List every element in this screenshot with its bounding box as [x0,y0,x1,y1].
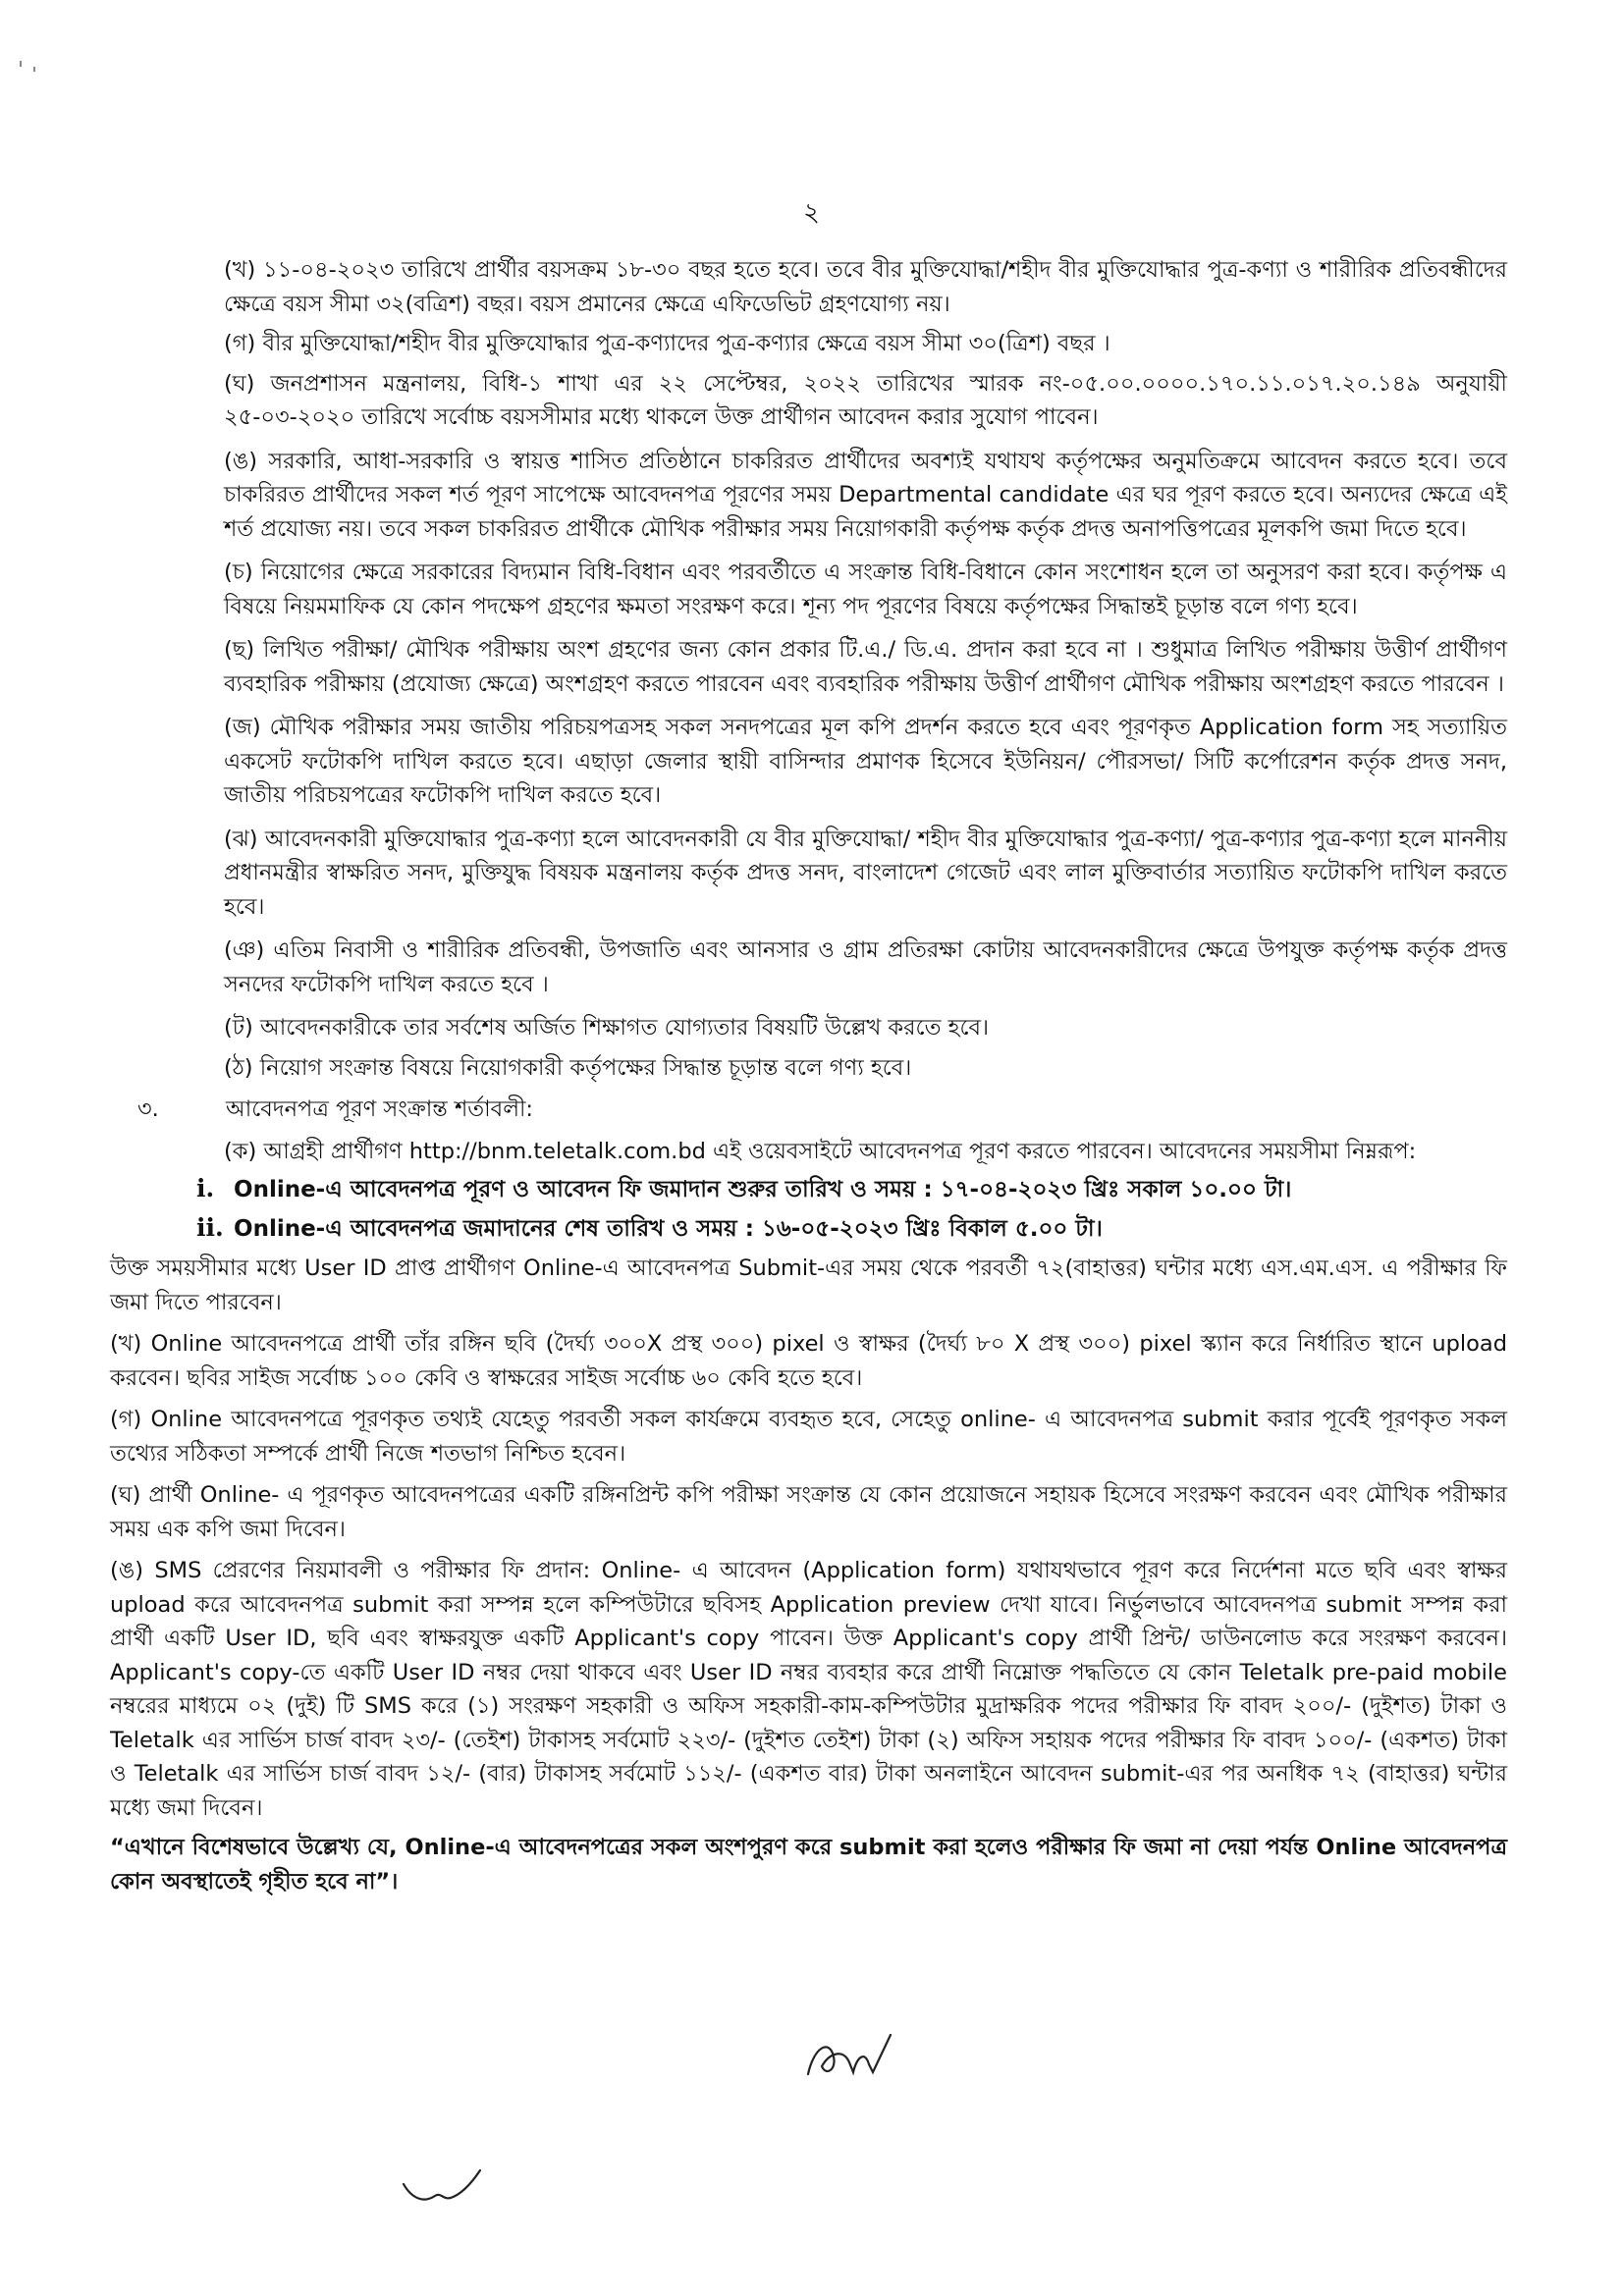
date-text: Online-এ আবেদনপত্র পূরণ ও আবেদন ফি জমাদান শুরুর তারিখ ও সময় : ১৭-০৪-২০২৩ খ্রিঃ সকাল ১০.০০ টা। [234,1177,1292,1202]
section-3-item-ga: (গ) Online আবেদনপত্রে পূরণকৃত তথ্যই যেহেতু পরবর্তী সকল কার্যক্রমে ব্যবহৃত হবে, সেহেতু online- এ আবেদনপত্র submit করার পূর্বেই পূরণকৃত সকল তথ্যের সঠিকতা সম্পর্কে প্রার্থী নিজে শতভাগ নিশ্চিত হবেন। [110,1407,1507,1467]
clause-uma: (ঙ) সরকারি, আধা-সরকারি ও স্বায়ত্ত শাসিত প্রতিষ্ঠানে চাকরিরত প্রার্থীদের অবশ্যই যথাযথ কর্তৃপক্ষের অনুমতিক্রমে আবেদন করতে হবে। তবে চাকরিরত প্রার্থীদের সকল শর্ত পূরণ সাপেক্ষে আবেদনপত্র পূরণের সময় Departmental candidate এর ঘর পূরণ করতে হবে। অন্যদের ক্ষেত্রে এই শর্ত প্রযোজ্য নয়। তবে সকল চাকরিরত প্রার্থীকে মৌখিক পরীক্ষার সময় নিয়োগকারী কর্তৃপক্ষ কর্তৃক প্রদত্ত অনাপত্তিপত্রের মূলকপি জমা দিতে হবে। [224,448,1507,542]
clause-ja: (জ) মৌখিক পরীক্ষার সময় জাতীয় পরিচয়পত্রসহ সকল সনদপত্রের মূল কপি প্রদর্শন করতে হবে এবং পূরণকৃত Application form সহ সত্যায়িত একসেট ফটোকপি দাখিল করতে হবে। এছাড়া জেলার স্থায়ী বাসিন্দার প্রমাণক হিসেবে ইউনিয়ন/ পৌরসভা/ সিটি কর্পোরেশন কর্তৃক প্রদত্ত সনদ, জাতীয় পরিচয়পত্রের ফটোকপি দাখিল করতে হবে। [224,715,1507,808]
date-text: Online-এ আবেদনপত্র জমাদানের শেষ তারিখ ও সময় : ১৬-০৫-২০২৩ খ্রিঃ বিকাল ৫.০০ টা। [234,1215,1103,1242]
special-notice: “এখানে বিশেষভাবে উল্লেখ্য যে, Online-এ আবেদনপত্রের সকল অংশপুরণ করে submit করা হলেও পরীক্ষার ফি জমা না দেয়া পর্যন্ত Online আবেদনপত্র কোন অবস্থাতেই গৃহীত হবে না”। [110,1835,1507,1895]
clause-gha: (ঘ) জনপ্রশাসন মন্ত্রনালয়, বিধি-১ শাখা এর ২২ সেপ্টেম্বর, ২০২২ তারিখের স্মারক নং-০৫.০০.০০০০.১৭০.১১.০১৭.২০.১৪৯ অনুযায়ী ২৫-০৩-২০২০ তারিখে সর্বোচ্চ বয়সসীমার মধ্যে থাকলে উক্ত প্রার্থীগন আবেদন করার সুযোগ পাবেন। [224,370,1507,430]
section-3-intro: (ক) আগ্রহী প্রার্থীগণ http://bnm.teletalk.com.bd এই ওয়েবসাইটে আবেদনপত্র পূরণ করতে পারবেন। আবেদনের সময়সীমা নিম্নরূপ: [224,1138,1417,1164]
clause-yna: (ঞ) এতিম নিবাসী ও শারীরিক প্রতিবন্ধী, উপজাতি এবং আনসার ও গ্রাম প্রতিরক্ষা কোটায় আবেদনকারীদের ক্ষেত্রে উপযুক্ত কর্তৃপক্ষ কর্তৃক প্রদত্ত সনদের ফটোকপি দাখিল করতে হবে । [224,937,1507,997]
section-3-item-kha: (খ) Online আবেদনপত্রে প্রার্থী তাঁর রঙ্গিন ছবি (দৈর্ঘ্য ৩০০X প্রস্থ ৩০০) pixel ও স্বাক্ষর (দৈর্ঘ্য ৮০ X প্রস্থ ৩০০) pixel স্ক্যান করে নির্ধারিত স্থানে upload করবেন। ছবির সাইজ সর্বোচ্চ ১০০ কেবি ও স্বাক্ষরের সাইজ সর্বোচ্চ ৬০ কেবি হতে হবে। [110,1331,1507,1391]
section-3-heading [137,1093,1507,1127]
section-number: ৩. [137,1096,159,1122]
document-body [110,253,1507,1921]
page-number: ২ [803,198,820,228]
initials-mark [398,2164,486,2214]
date-roman: i. [196,1174,215,1202]
section-3-item-uma: (ঙ) SMS প্রেরণের নিয়মাবলী ও পরীক্ষার ফি প্রদান: Online- এ আবেদন (Application form) যথাযথভাবে পূরণ করে নির্দেশনা মতে ছবি এবং স্বাক্ষর upload করে আবেদনপত্র submit করা সম্পন্ন হলে কম্পিউটারে ছবিসহ Application preview দেখা যাবে। নির্ভুলভাবে আবেদনপত্র submit সম্পন্ন করা প্রার্থী একটি User ID, ছবি এবং স্বাক্ষরযুক্ত একটি Applicant's copy পাবেন। উক্ত Applicant's copy প্রার্থী প্রিন্ট/ ডাউনলোড করে সংরক্ষণ করবেন। Applicant's copy-তে একটি User ID নম্বর দেয়া থাকবে এবং User ID নম্বর ব্যবহার করে প্রার্থী নিম্নোক্ত পদ্ধতিতে যে কোন Teletalk pre-paid mobile নম্বরের মাধ্যমে ০২ (দুই) টি SMS করে (১) সংরক্ষণ সহকারী ও অফিস সহকারী-কাম-কম্পিউটার মুদ্রাক্ষরিক পদের পরীক্ষার ফি বাবদ ২০০/- (দুইশত) টাকা ও Teletalk এর সার্ভিস চার্জ বাবদ ২৩/- (তেইশ) টাকাসহ সর্বমোট ২২৩/- (দুইশত তেইশ) টাকা (২) অফিস সহায়ক পদের পরীক্ষার ফি বাবদ ১০০/- (একশত) টাকা ও Teletalk এর সার্ভিস চার্জ বাবদ ১২/- (বার) টাকাসহ সর্বমোট ১১২/- (একশত বার) টাকা অনলাইনে আবেদন submit-এর পর অনধিক ৭২ (বাহাত্তর) ঘন্টার মধ্যে জমা দিবেন। [110,1558,1507,1821]
clause-ta: (ট) আবেদনকারীকে তার সর্বশেষ অর্জিত শিক্ষাগত যোগ্যতার বিষয়টি উল্লেখ করতে হবে। [224,1015,990,1041]
clause-cha: (চ) নিয়োগের ক্ষেত্রে সরকারের বিদ্যমান বিধি-বিধান এবং পরবর্তীতে এ সংক্রান্ত বিধি-বিধানে কোন সংশোধন হলে তা অনুসরণ করা হবে। কর্তৃপক্ষ এ বিষয়ে নিয়মমাফিক যে কোন পদক্ষেপ গ্রহণের ক্ষমতা সংরক্ষণ করে। শূন্য পদ পূরণের বিষয়ে কর্তৃপক্ষের সিদ্ধান্তই চূড়ান্ত বলে গণ্য হবে। [224,560,1507,619]
clause-tha: (ঠ) নিয়োগ সংক্রান্ত বিষয়ে নিয়োগকারী কর্তৃপক্ষের সিদ্ধান্ত চূড়ান্ত বলে গণ্য হবে। [224,1054,912,1081]
scan-speck [33,67,35,72]
date-roman: ii. [196,1212,224,1242]
date-line-start [196,1172,1507,1207]
date-line-end [196,1211,1507,1247]
after-dates-paragraph: উক্ত সময়সীমার মধ্যে User ID প্রাপ্ত প্রার্থীগণ Online-এ আবেদনপত্র Submit-এর সময় থেকে পরবর্তী ৭২(বাহাত্তর) ঘন্টার মধ্যে এস.এম.এস. এ পরীক্ষার ফি জমা দিতে পারবেন। [110,1255,1507,1315]
signature-mark [800,2027,908,2086]
clause-kha: (খ) ১১-০৪-২০২৩ তারিখে প্রার্থীর বয়সক্রম ১৮-৩০ বছর হতে হবে। তবে বীর মুক্তিযোদ্ধা/শহীদ বীর মুক্তিযোদ্ধার পুত্র-কণ্যা ও শারীরিক প্রতিবন্ধীদের ক্ষেত্রে বয়স সীমা ৩২(বত্রিশ) বছর। বয়স প্রমানের ক্ষেত্রে এফিডেভিট গ্রহণযোগ্য নয়। [224,257,1507,317]
clause-ga: (গ) বীর মুক্তিযোদ্ধা/শহীদ বীর মুক্তিযোদ্ধার পুত্র-কণ্যাদের পুত্র-কণ্যার ক্ষেত্রে বয়স সীমা ৩০(ত্রিশ) বছর । [224,331,1110,356]
clause-jha: (ঝ) আবেদনকারী মুক্তিযোদ্ধার পুত্র-কণ্যা হলে আবেদনকারী যে বীর মুক্তিযোদ্ধা/ শহীদ বীর মুক্তিযোদ্ধার পুত্র-কণ্যা/ পুত্র-কণ্যার পুত্র-কণ্যা হলে মাননীয় প্রধানমন্ত্রীর স্বাক্ষরিত সনদ, মুক্তিযুদ্ধ বিষয়ক মন্ত্রনালয় কর্তৃক প্রদত্ত সনদ, বাংলাদেশ গেজেট এবং লাল মুক্তিবার্তার সত্যায়িত ফটোকপি দাখিল করতে হবে। [224,826,1507,920]
clause-chha: (ছ) লিখিত পরীক্ষা/ মৌখিক পরীক্ষায় অংশ গ্রহণের জন্য কোন প্রকার টি.এ./ ডি.এ. প্রদান করা হবে না । শুধুমাত্র লিখিত পরীক্ষায় উত্তীর্ণ প্রার্থীগণ ব্যবহারিক পরীক্ষায় (প্রযোজ্য ক্ষেত্রে) অংশগ্রহণ করতে পারবেন এবং ব্যবহারিক পরীক্ষায় উত্তীর্ণ প্রার্থীগণ মৌখিক পরীক্ষায় অংশগ্রহণ করতে পারবেন । [224,637,1507,697]
scan-speck [20,61,22,67]
section-title: আবেদনপত্র পূরণ সংক্রান্ত শর্তাবলী: [226,1096,533,1122]
section-3-item-gha: (ঘ) প্রার্থী Online- এ পূরণকৃত আবেদনপত্রের একটি রঙ্গিনপ্রিন্ট কপি পরীক্ষা সংক্রান্ত যে কোন প্রয়োজনে সহায়ক হিসেবে সংরক্ষণ করবেন এবং মৌখিক পরীক্ষার সময় এক কপি জমা দিবেন। [110,1482,1507,1542]
